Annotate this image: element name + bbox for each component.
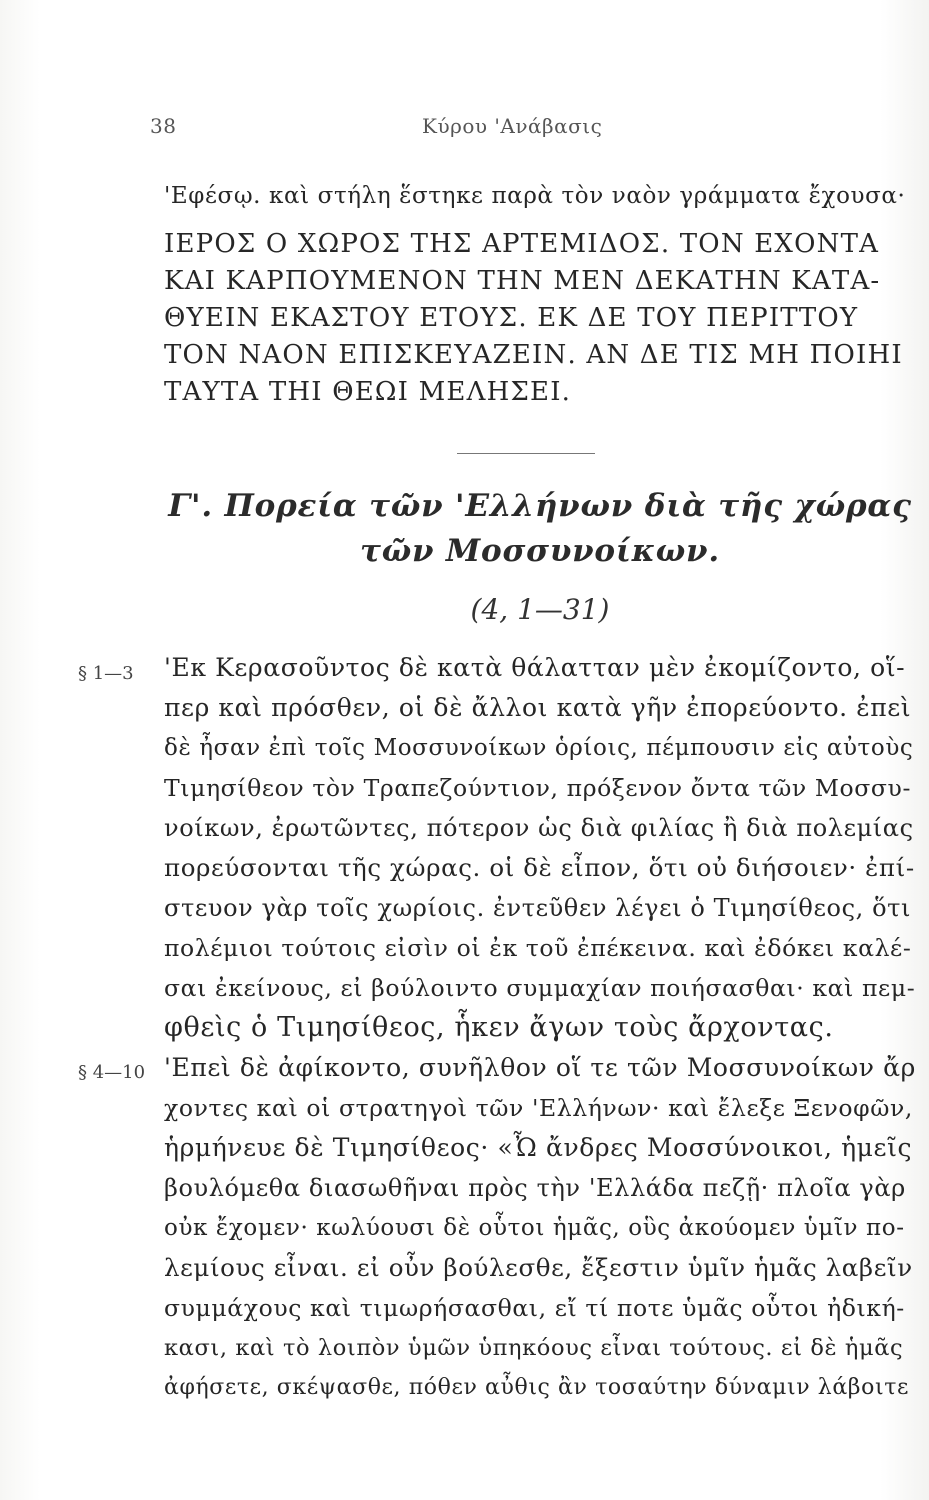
inscription-caps-line: ΚΑΙ ΚΑΡΠΟΥΜΕΝΟΝ ΤΗΝ ΜΕΝ ΔΕΚΑΤΗΝ ΚΑΤΑ-: [164, 266, 881, 296]
text-line: φθεὶς ὁ Τιμησίθεος, ἧκεν ἄγων τοὺς ἄρχοντας.: [164, 1012, 834, 1043]
margin-note: § 4—10: [78, 1062, 146, 1083]
text-line: νοίκων, ἐρωτῶντες, πότερον ὡς διὰ φιλίας ἢ διὰ πολεμίας: [164, 814, 914, 842]
text-line: πορεύσονται τῆς χώρας. οἱ δὲ εἶπον, ὅτι οὐ διήσοιεν· ἐπί-: [164, 853, 915, 882]
text-line: στευον γὰρ τοῖς χωρίοις. ἐντεῦθεν λέγει ὁ Τιμησίθεος, ὅτι: [164, 894, 912, 922]
text-line: δὲ ἦσαν ἐπὶ τοῖς Μοσσυνοίκων ὁρίοις, πέμπουσιν εἰς αὐτοὺς: [164, 735, 914, 761]
text-line: σαι ἐκείνους, εἰ βούλοιντο συμμαχίαν ποιήσασθαι· καὶ πεμ-: [164, 974, 916, 1002]
section-divider: [457, 453, 595, 454]
text-line: 'Εκ Κερασοῦντος δὲ κατὰ θάλατταν μὲν ἐκομίζοντο, οἵ-: [164, 653, 906, 682]
text-line: οὐκ ἔχομεν· κωλύουσι δὲ οὗτοι ἡμᾶς, οὓς ἀκούομεν ὑμῖν πο-: [164, 1215, 905, 1241]
running-title: Κύρου 'Ανάβασις: [422, 114, 603, 138]
inscription-caps-line: ΙΕΡΟΣ Ο ΧΩΡΟΣ ΤΗΣ ΑΡΤΕΜΙΔΟΣ. ΤΟΝ ΕΧΟΝΤΑ: [164, 229, 880, 259]
inscription-caps-line: ΤΟΝ ΝΑΟΝ ΕΠΙΣΚΕΥΑΖΕΙΝ. ΑΝ ΔΕ ΤΙΣ ΜΗ ΠΟΙΗΙ: [164, 340, 903, 370]
section-heading-line-2: τῶν Μοσσυνοίκων.: [360, 533, 720, 569]
text-line: πολέμιοι τούτοις εἰσὶν οἱ ἐκ τοῦ ἐπέκεινα. καὶ ἐδόκει καλέ-: [164, 934, 912, 962]
text-line: λεμίους εἶναι. εἰ οὖν βούλεσθε, ἔξεστιν ὑμῖν ἡμᾶς λαβεῖν: [164, 1253, 913, 1282]
text-line: κασι, καὶ τὸ λοιπὸν ὑμῶν ὑπηκόους εἶναι τούτους. εἰ δὲ ἡμᾶς: [164, 1335, 904, 1361]
text-line: συμμάχους καὶ τιμωρήσασθαι, εἴ τί ποτε ὑμᾶς οὗτοι ἠδική-: [164, 1294, 905, 1322]
inscription-caps-line: ΘΥΕΙΝ ΕΚΑΣΤΟΥ ΕΤΟΥΣ. ΕΚ ΔΕ ΤΟΥ ΠΕΡΙΤΤΟΥ: [164, 303, 859, 333]
text-line: Τιμησίθεον τὸν Τραπεζούντιον, πρόξενον ὄντα τῶν Μοσσυ-: [164, 774, 911, 802]
page-number: 38: [150, 114, 177, 138]
inscription-intro-line: 'Εφέσῳ. καὶ στήλη ἕστηκε παρὰ τὸν ναὸν γράμματα ἔχουσα·: [164, 183, 906, 209]
text-line: ἀφήσετε, σκέψασθε, πόθεν αὖθις ἂν τοσαύτην δύναμιν λάβοιτε: [164, 1375, 909, 1400]
margin-note: § 1—3: [78, 663, 134, 684]
text-line: 'Επεὶ δὲ ἀφίκοντο, συνῆλθον οἵ τε τῶν Μοσσυνοίκων ἄρ: [164, 1053, 916, 1082]
text-line: περ καὶ πρόσθεν, οἱ δὲ ἄλλοι κατὰ γῆν ἐπορεύοντο. ἐπεὶ: [164, 693, 912, 722]
section-reference: (4, 1—31): [470, 593, 610, 626]
text-line: ἡρμήνευε δὲ Τιμησίθεος· «Ὦ ἄνδρες Μοσσύνοικοι, ἡμεῖς: [164, 1133, 913, 1162]
section-heading-line-1: Γ'. Πορεία τῶν 'Ελλήνων διὰ τῆς χώρας: [168, 488, 912, 524]
inscription-caps-line: ΤΑΥΤΑ ΤΗΙ ΘΕΩΙ ΜΕΛΗΣΕΙ.: [164, 377, 572, 407]
text-line: χοντες καὶ οἱ στρατηγοὶ τῶν 'Ελλήνων· καὶ ἔλεξε Ξενοφῶν,: [164, 1094, 913, 1122]
text-line: βουλόμεθα διασωθῆναι πρὸς τὴν 'Ελλάδα πεζῇ· πλοῖα γὰρ: [164, 1174, 906, 1202]
page-header: [150, 114, 910, 144]
